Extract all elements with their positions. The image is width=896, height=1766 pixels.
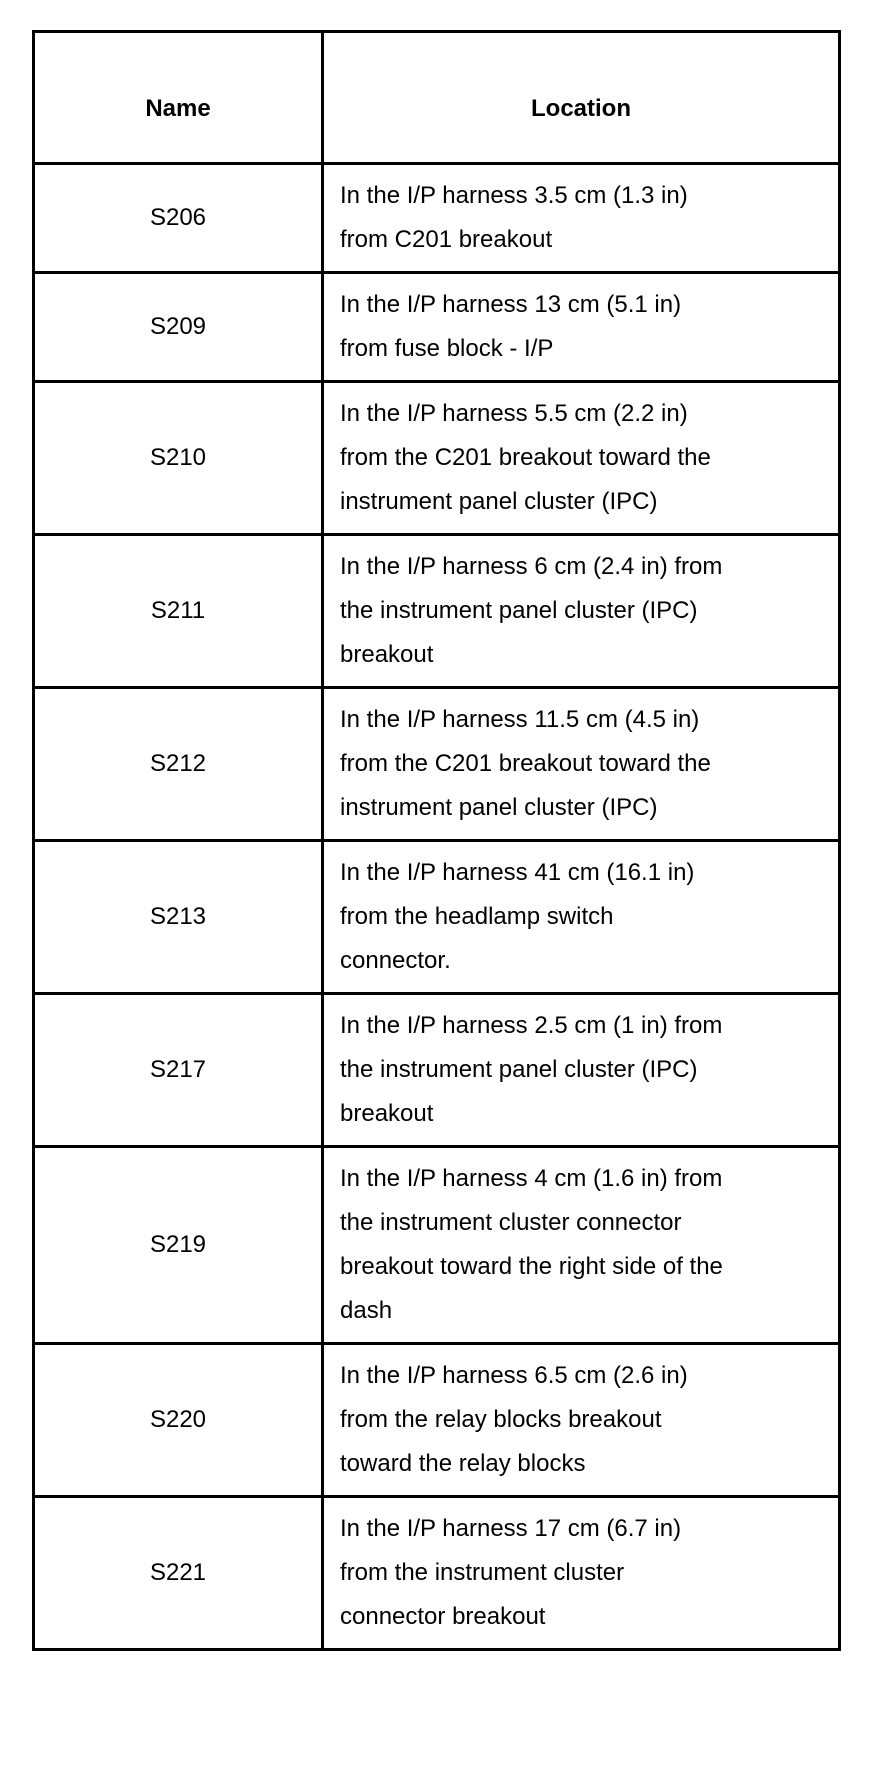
splice-name-cell: S212 — [34, 688, 323, 841]
splice-name-cell: S220 — [34, 1344, 323, 1497]
location-column-header: Location — [323, 32, 840, 164]
table-row — [34, 1344, 840, 1497]
location-line: In the I/P harness 5.5 cm (2.2 in) — [340, 400, 688, 427]
location-line: In the I/P harness 11.5 cm (4.5 in) — [340, 706, 700, 733]
location-line: In the I/P harness 17 cm (6.7 in) — [340, 1515, 682, 1542]
location-line: In the I/P harness 6 cm (2.4 in) from — [340, 553, 723, 580]
location-line: In the I/P harness 13 cm (5.1 in) — [340, 291, 682, 318]
location-line: from fuse block - I/P — [340, 335, 554, 362]
splice-location-cell — [323, 1344, 840, 1497]
location-line: breakout — [340, 641, 434, 668]
location-line: connector breakout — [340, 1603, 546, 1630]
location-line: In the I/P harness 2.5 cm (1 in) from — [340, 1012, 723, 1039]
splice-location-cell — [323, 273, 840, 382]
splice-name-cell: S209 — [34, 273, 323, 382]
location-line: breakout — [340, 1100, 434, 1127]
splice-location-cell — [323, 994, 840, 1147]
location-line: dash — [340, 1297, 393, 1324]
splice-location-table — [32, 30, 841, 1651]
location-line: In the I/P harness 4 cm (1.6 in) from — [340, 1165, 723, 1192]
location-line: instrument panel cluster (IPC) — [340, 794, 658, 821]
location-line: from the instrument cluster — [340, 1559, 625, 1586]
name-column-header: Name — [34, 32, 323, 164]
table-row — [34, 273, 840, 382]
table-row — [34, 1497, 840, 1650]
splice-location-cell — [323, 688, 840, 841]
splice-name-cell: S217 — [34, 994, 323, 1147]
location-line: from the C201 breakout toward the — [340, 750, 711, 777]
splice-name-cell: S221 — [34, 1497, 323, 1650]
table-row — [34, 841, 840, 994]
location-line: In the I/P harness 6.5 cm (2.6 in) — [340, 1362, 688, 1389]
table-row — [34, 994, 840, 1147]
splice-name-cell: S211 — [34, 535, 323, 688]
splice-name-cell: S206 — [34, 164, 323, 273]
location-line: In the I/P harness 41 cm (16.1 in) — [340, 859, 695, 886]
splice-location-cell — [323, 535, 840, 688]
splice-location-cell — [323, 841, 840, 994]
location-line: from C201 breakout — [340, 226, 553, 253]
location-line: from the relay blocks breakout — [340, 1406, 662, 1433]
location-line: connector. — [340, 947, 451, 974]
location-line: breakout toward the right side of the — [340, 1253, 723, 1280]
location-line: instrument panel cluster (IPC) — [340, 488, 658, 515]
location-line: toward the relay blocks — [340, 1450, 586, 1477]
table-row — [34, 1147, 840, 1344]
splice-location-cell — [323, 1497, 840, 1650]
splice-location-cell — [323, 382, 840, 535]
location-line: In the I/P harness 3.5 cm (1.3 in) — [340, 182, 688, 209]
table-row — [34, 164, 840, 273]
table-row — [34, 535, 840, 688]
location-line: from the headlamp switch — [340, 903, 614, 930]
table-row — [34, 688, 840, 841]
table-body — [34, 164, 840, 1650]
location-line: the instrument panel cluster (IPC) — [340, 597, 698, 624]
splice-location-cell — [323, 164, 840, 273]
splice-name-cell: S219 — [34, 1147, 323, 1344]
splice-location-cell — [323, 1147, 840, 1344]
table-row — [34, 382, 840, 535]
splice-name-cell: S210 — [34, 382, 323, 535]
location-line: from the C201 breakout toward the — [340, 444, 711, 471]
splice-name-cell: S213 — [34, 841, 323, 994]
header-row — [34, 32, 840, 164]
location-line: the instrument cluster connector — [340, 1209, 682, 1236]
location-line: the instrument panel cluster (IPC) — [340, 1056, 698, 1083]
